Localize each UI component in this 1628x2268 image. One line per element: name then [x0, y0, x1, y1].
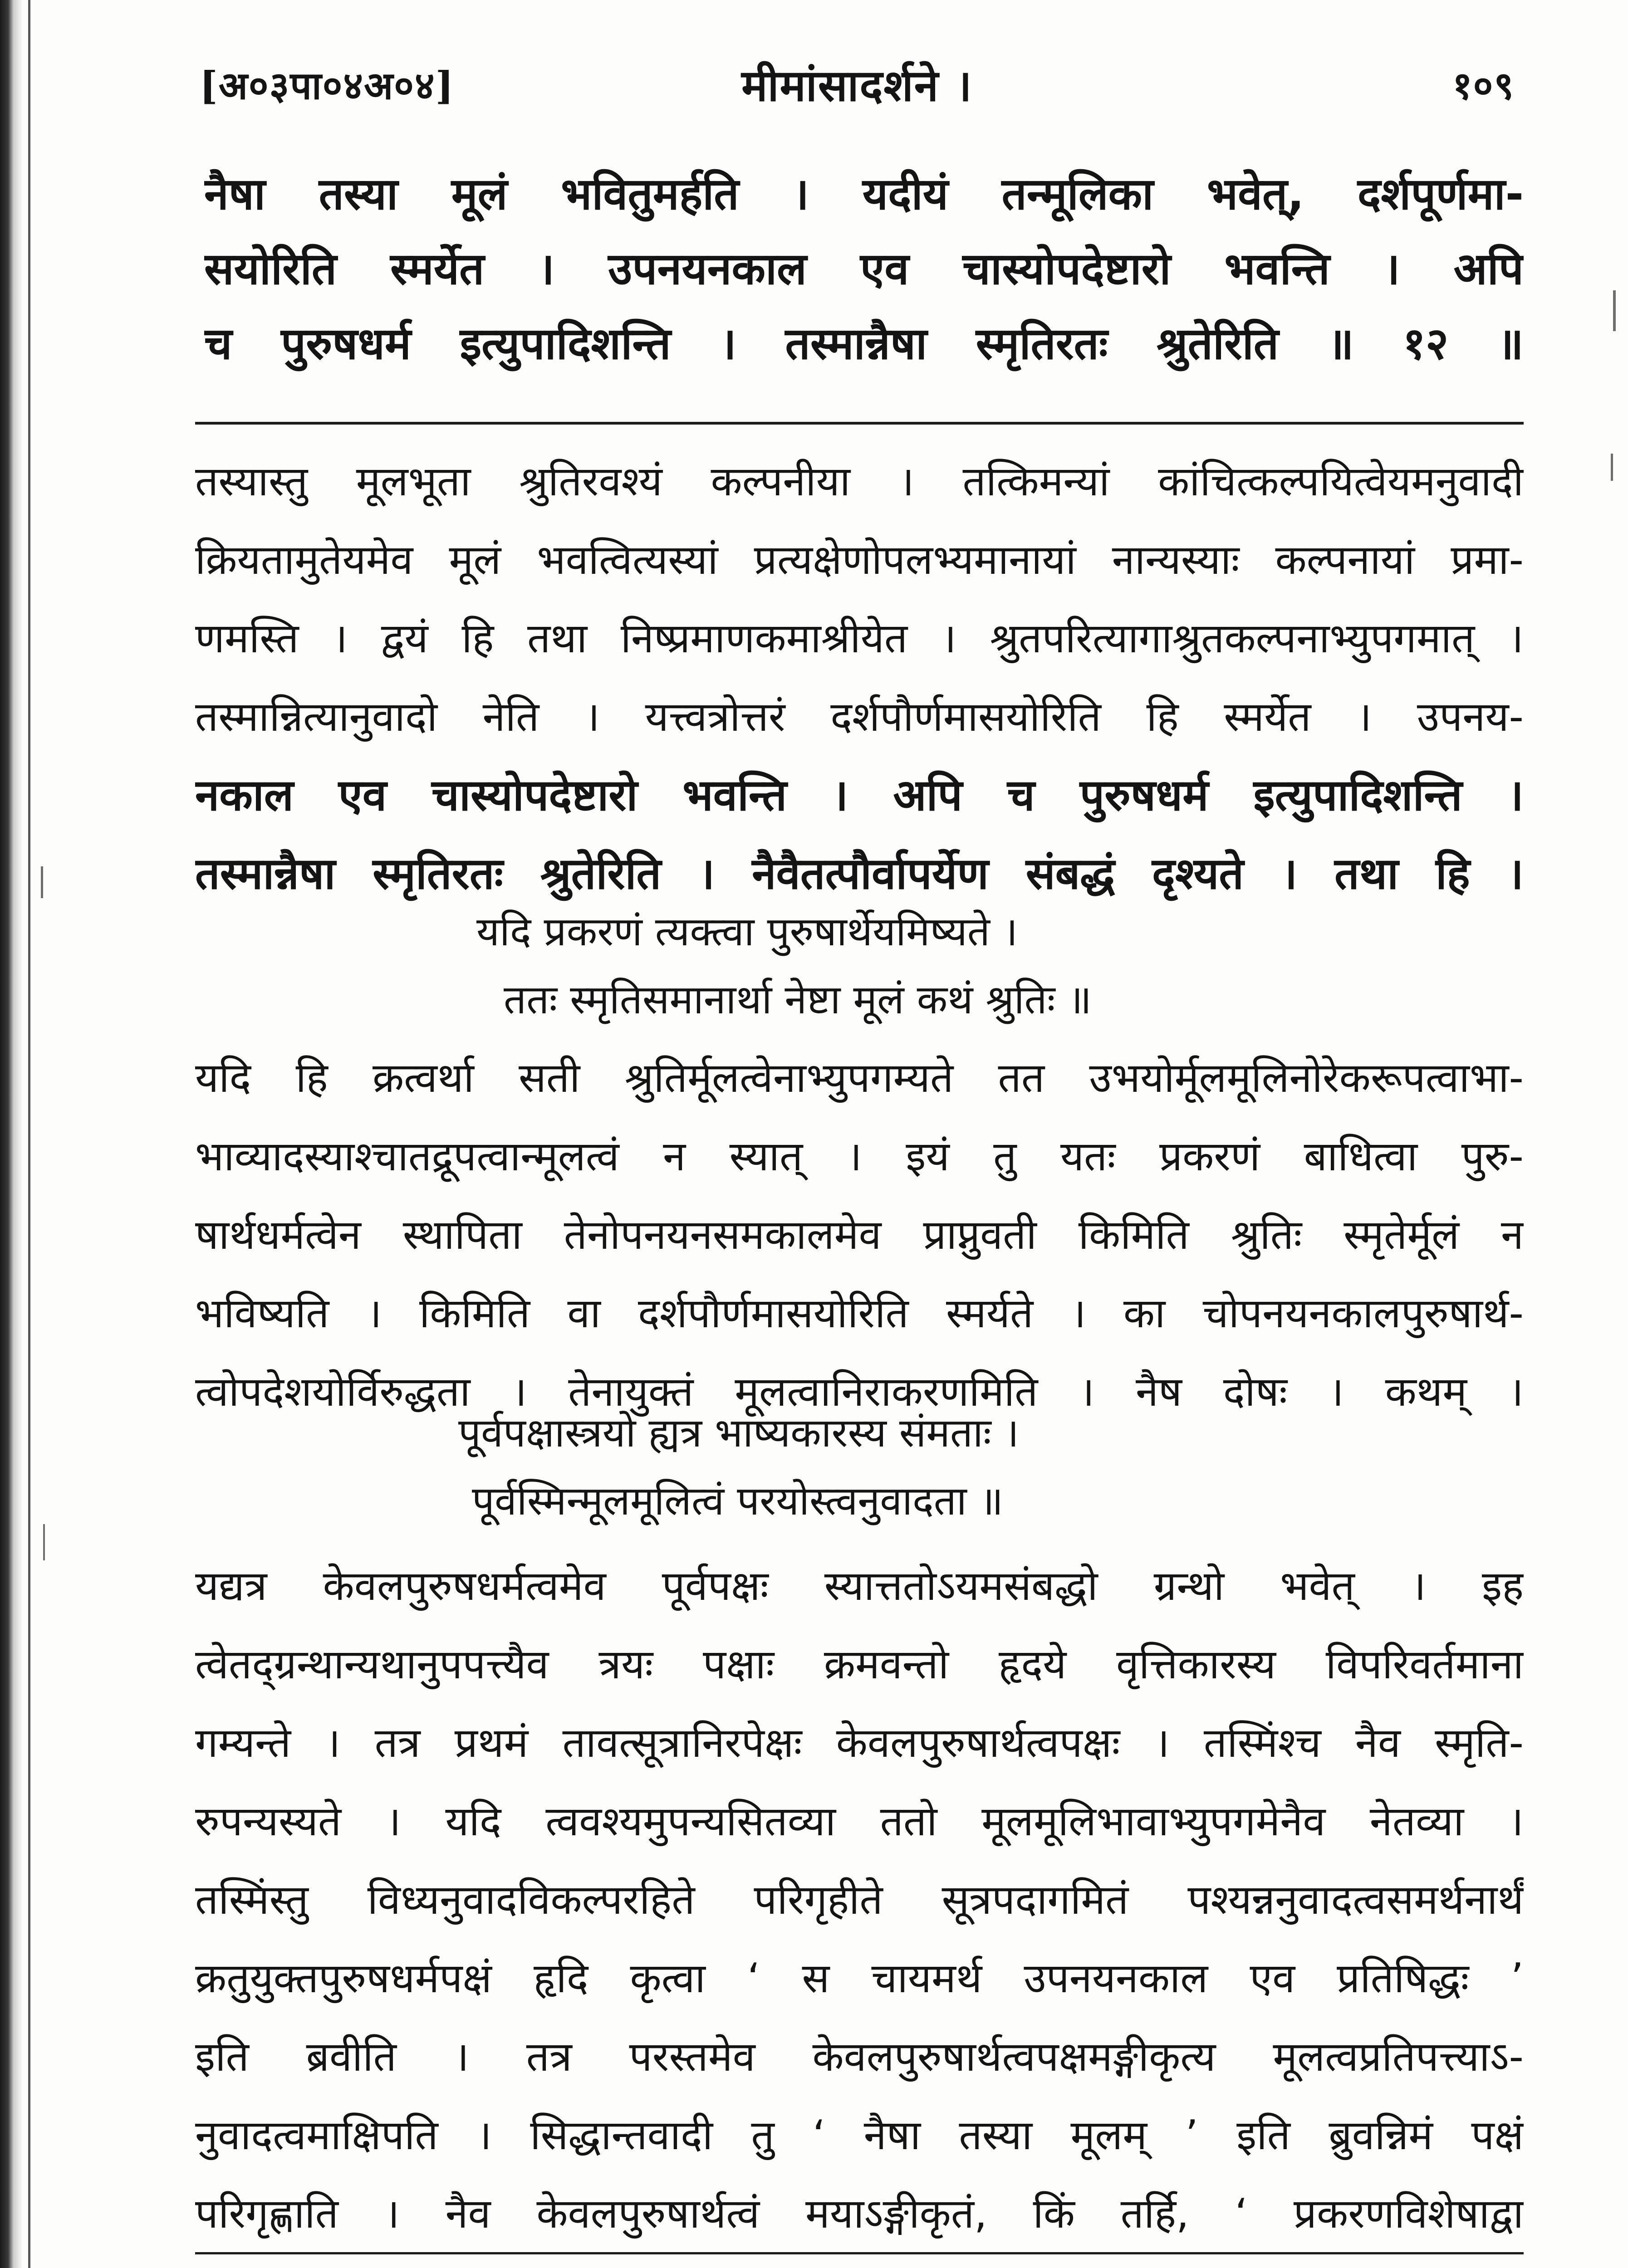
scan-speck	[1613, 290, 1616, 331]
commentary-line: परिगृह्णाति । नैव केवलपुरुषार्थत्वं मयाऽङ्गीकृतं, किं तर्हि, ‘ प्रकरणविशेषाद्वा	[195, 2190, 1524, 2238]
commentary-line: तस्मान्नित्यानुवादो नेति । यत्त्वत्रोत्तरं दर्शपौर्णमासयोरिति हि स्मर्येत । उपनय-	[195, 693, 1524, 741]
commentary-paragraph-2	[195, 1039, 1524, 1431]
commentary-line: णमस्ति । द्वयं हि तथा निष्प्रमाणकमाश्रीयेत । श्रुतपरित्यागाश्रुतकल्पनाभ्युपगमात् ।	[195, 615, 1524, 662]
commentary-line: क्रतुयुक्तपुरुषधर्मपक्षं हृदि कृत्वा ‘ स चायमर्थ उपनयनकाल एव प्रतिषिद्धः ’	[195, 1955, 1524, 2002]
verse-2-line-2: पूर्वस्मिन्मूलमूलित्वं परयोस्त्वनुवादता ॥	[472, 1477, 1004, 1524]
commentary-quoted-sutra	[195, 756, 1524, 913]
commentary-line: भविष्यति । किमिति वा दर्शपौर्णमासयोरिति स्मर्यते । का चोपनयनकालपुरुषार्थ-	[195, 1290, 1524, 1337]
commentary-line: इति ब्रवीति । तत्र परस्तमेव केवलपुरुषार्थत्वपक्षमङ्गीकृत्य मूलत्वप्रतिपत्त्याऽ-	[195, 2033, 1524, 2081]
commentary-line: गम्यन्ते । तत्र प्रथमं तावत्सूत्रानिरपेक्षः केवलपुरुषार्थत्वपक्षः । तस्मिंश्च नैव स्मृति-	[195, 1719, 1524, 1767]
commentary-line: नुवादत्वमाक्षिपति । सिद्धान्तवादी तु ‘ नैषा तस्या मूलम् ’ इति ब्रुवन्निमं पक्षं	[195, 2112, 1524, 2159]
sutra-line: च पुरुषधर्म इत्युपादिशन्ति । तस्मान्नैषा स्मृतिरतः श्रुतेरिति ॥ १२ ॥	[204, 318, 1524, 369]
sutra-divider	[195, 422, 1524, 425]
commentary-line: यद्यत्र केवलपुरुषधर्मत्वमेव पूर्वपक्षः स्यात्ततोऽयमसंबद्धो ग्रन्थो भवेत् । इह	[195, 1562, 1524, 1610]
sutra-line: सयोरिति स्मर्येत । उपनयनकाल एव चास्योपदेष्टारो भवन्ति । अपि	[204, 243, 1524, 294]
page-number: १०९	[1452, 63, 1515, 108]
sutra-line: नैषा तस्या मूलं भवितुमर्हति । यदीयं तन्मूलिका भवेत्, दर्शपूर्णमा-	[204, 168, 1524, 220]
binding-line	[28, 0, 30, 2268]
verse-1-line-2: ततः स्मृतिसमानार्था नेष्टा मूलं कथं श्रुतिः ॥	[504, 976, 1092, 1023]
scan-speck	[41, 866, 43, 898]
header-reference: [अ०३पा०४अ०४]	[200, 63, 455, 108]
header-title: मीमांसादर्शने ।	[741, 59, 973, 111]
commentary-line: षार्थधर्मत्वेन स्थापिता तेनोपनयनसमकालमेव प्राप्नुवती किमिति श्रुतिः स्मृतेर्मूलं न	[195, 1211, 1524, 1259]
verse-1-line-1: यदि प्रकरणं त्यक्त्वा पुरुषार्थेयमिष्यते ।	[476, 908, 1018, 955]
commentary-line: यदि हि क्रत्वर्था सती श्रुतिर्मूलत्वेनाभ्युपगम्यते तत उभयोर्मूलमूलिनोरेकरूपत्वाभा-	[195, 1054, 1524, 1102]
commentary-paragraph-1	[195, 442, 1524, 756]
commentary-paragraph-3	[195, 1547, 1524, 2253]
commentary-line: त्वोपदेशयोर्विरुद्धता । तेनायुक्तं मूलत्वानिराकरणमिति । नैष दोषः । कथम् ।	[195, 1368, 1524, 1416]
commentary-line: नकाल एव चास्योपदेष्टारो भवन्ति । अपि च पुरुषधर्म इत्युपादिशन्ति ।	[195, 770, 1524, 821]
commentary-line: क्रियतामुतेयमेव मूलं भवत्वित्यस्यां प्रत्यक्षेणोपलभ्यमानायां नान्यस्याः कल्पनायां प्रमा-	[195, 536, 1524, 584]
commentary-line: त्वेतद्ग्रन्थान्यथानुपपत्त्यैव त्रयः पक्षाः क्रमवन्तो हृदये वृत्तिकारस्य विपरिवर्तमाना	[195, 1641, 1524, 1688]
binding-edge	[0, 0, 22, 2268]
running-header	[200, 50, 1515, 118]
commentary-line: तस्यास्तु मूलभूता श्रुतिरवश्यं कल्पनीया । तत्किमन्यां कांचित्कल्पयित्वेयमनुवादी	[195, 458, 1524, 505]
commentary-line: तस्मिंस्तु विध्यनुवादविकल्परहिते परिगृहीते सूत्रपदागमितं पश्यन्ननुवादत्वसमर्थनार्थं	[195, 1876, 1524, 1924]
footnote-divider	[195, 2252, 1524, 2254]
scan-speck	[1611, 454, 1613, 481]
sutra-text	[204, 156, 1524, 381]
verse-2-line-1: पूर्वपक्षास्त्रयो ह्यत्र भाष्यकारस्य संमताः ।	[458, 1409, 1019, 1456]
commentary-line: तस्मान्नैषा स्मृतिरतः श्रुतेरिति । नैवैतत्पौर्वापर्येण संबद्धं दृश्यते । तथा हि ।	[195, 848, 1524, 899]
commentary-line: भाव्यादस्याश्चातद्रूपत्वान्मूलत्वं न स्यात् । इयं तु यतः प्रकरणं बाधित्वा पुरु-	[195, 1133, 1524, 1180]
commentary-line: रुपन्यस्यते । यदि त्ववश्यमुपन्यसितव्या ततो मूलमूलिभावाभ्युपगमेनैव नेतव्या ।	[195, 1798, 1524, 1845]
scan-speck	[43, 1524, 45, 1560]
